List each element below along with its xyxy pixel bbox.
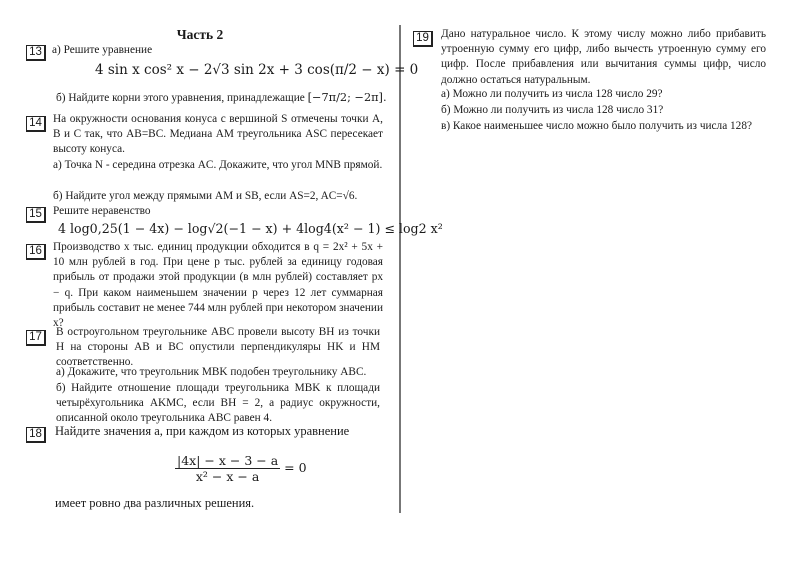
problem-formula: 4 log0,25(1 − 4x) − log√2(−1 − x) + 4log4(x² − 1) ≤ log2 x² [58,221,443,236]
problem-part-c: в) Какое наименьшее число можно было получить из числа 128? [441,120,752,132]
problem-outro: имеет ровно два различных решения. [55,496,255,510]
problem-number: 13 [26,45,46,61]
problem-part-b [56,90,387,106]
problem-text: Дано натуральное число. К этому числу можно либо прибавить утроенную сумму его цифр, либо вычесть утроенную сумму его цифр. После прибавления или вычитания суммы цифр, число должно остаться натуральным. [441,28,766,86]
problem-part-b: б) Можно ли получить из числа 128 число 31? [441,104,664,116]
problem-text: Производство x тыс. единиц продукции обходится в q = 2x² + 5x + 10 млн рублей в год. При цене p тыс. рублей за единицу годовая прибыль от продажи этой продукции (в млн рублей) составляет px − q. При каком наименьшем значении p через 12 лет суммарная прибыль составит не менее 744 млн рублей при некотором значении x? [53,241,383,330]
part-b-text: б) Найдите корни этого уравнения, принадлежащие [56,92,305,104]
problem-part-b: б) Найдите угол между прямыми AM и SB, если AS=2, AC=√6. [53,190,358,202]
problem-text: На окружности основания конуса с вершиной S отмечены точки A, B и C так, что AB=BC. Медиана AM треугольника ASC пересекает высоту конуса. [53,113,383,156]
interval: [−7π/2; −2π]. [307,91,387,104]
problem-intro: Решите неравенство [53,205,151,217]
fraction-equation [175,453,307,484]
problem-number: 16 [26,244,46,260]
numerator: |4x| − x − 3 − a [177,453,279,468]
problem-number: 14 [26,116,46,132]
problem-number: 15 [26,207,46,223]
denominator: x² − x − a [195,469,260,484]
problem-intro: Найдите значения a, при каждом из которых уравнение [55,424,350,438]
column-divider [399,25,401,513]
problem-part-a: а) Можно ли получить из числа 128 число 29? [441,88,663,100]
problem-number: 17 [26,330,46,346]
problem-number: 19 [413,31,433,47]
problem-part-b: б) Найдите отношение площади треугольника MBK к площади четырёхугольника AKMC, если BH = 2, а радиус окружности, описанной около треугольника ABC равен 4. [56,382,380,425]
equation-rhs: = 0 [284,460,307,475]
fraction [175,453,280,484]
section-title: Часть 2 [176,27,224,42]
problem-text: В остроугольном треугольнике ABC провели высоту BH из точки H на стороны AB и BC опустили перпендикуляры HK и HM соответственно. [56,326,380,369]
problem-part-a: а) Точка N - середина отрезка AC. Докажите, что угол MNB прямой. [53,159,383,171]
problem-formula: 4 sin x cos² x − 2√3 sin 2x + 3 cos(π/2 − x) = 0 [95,62,419,78]
problem-intro: а) Решите уравнение [52,44,153,56]
problem-part-a: а) Докажите, что треугольник MBK подобен треугольнику ABC. [56,366,367,378]
problem-number: 18 [26,427,46,443]
